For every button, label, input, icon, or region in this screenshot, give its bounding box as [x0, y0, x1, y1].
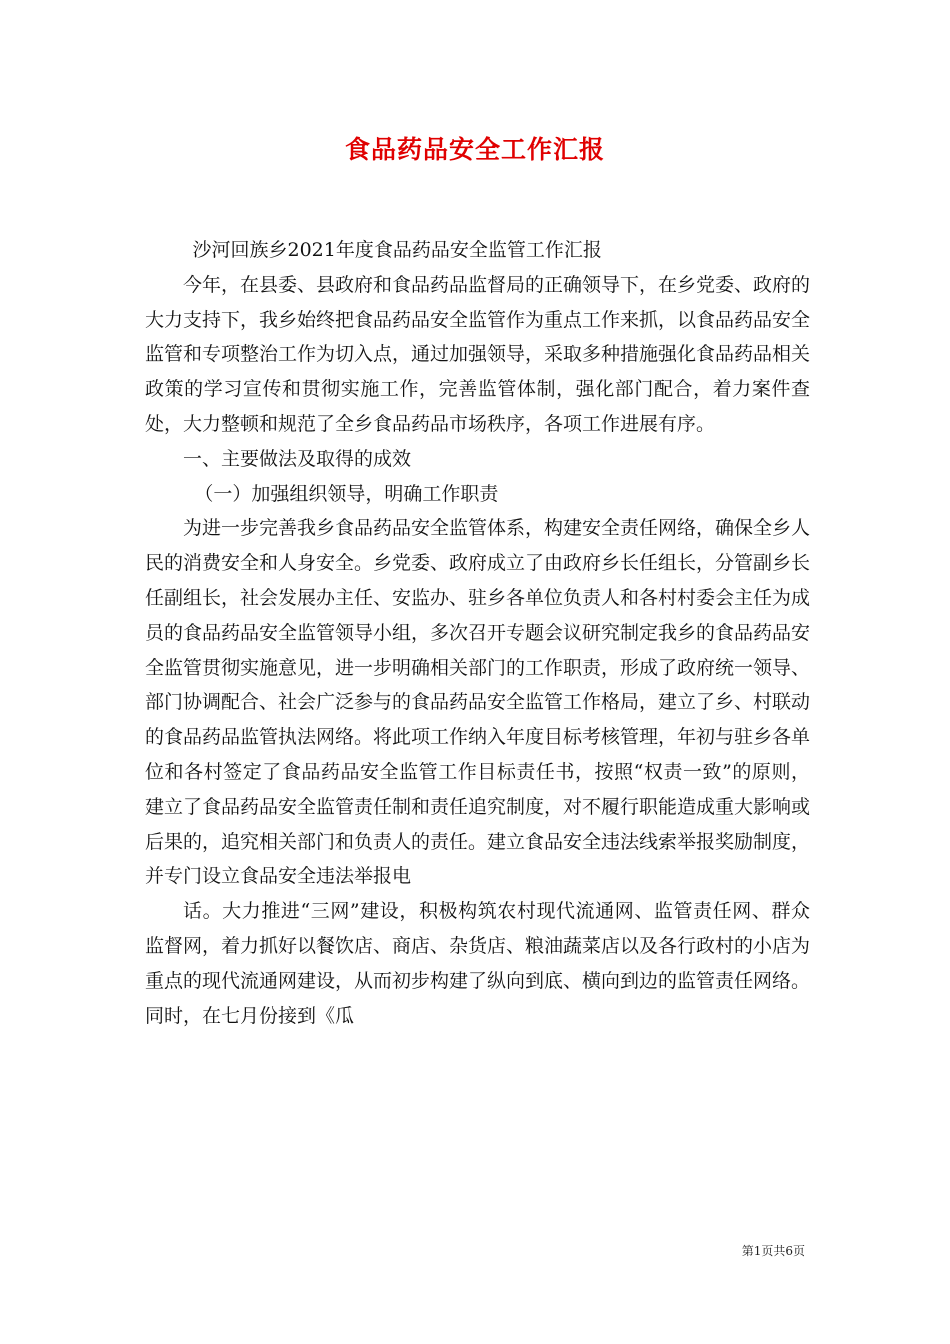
intro-paragraph: 今年，在县委、县政府和食品药品监督局的正确领导下，在乡党委、政府的大力支持下，我乡始终把食品药品安全监管作为重点工作来抓，以食品药品安全监管和专项整治工作为切入点，通过加强领导，采取多种措施强化食品药品相关政策的学习宣传和贯彻实施工作，完善监管体制，强化部门配合，着力案件查处，大力整顿和规范了全乡食品药品市场秩序，各项工作进展有序。	[145, 273, 811, 435]
report-subtitle-paragraph: 沙河回族乡2021年度食品药品安全监管工作汇报	[192, 239, 602, 261]
page-number-footer: 第1页共6页	[741, 1244, 805, 1258]
document-body	[145, 233, 810, 1033]
document-title: 食品药品安全工作汇报	[344, 135, 605, 164]
body-paragraph: 话。大力推进“三网”建设，积极构筑农村现代流通网、监管责任网、群众监督网，着力抓好以餐饮店、商店、杂货店、粮油蔬菜店以及各行政村的小店为重点的现代流通网建设，从而初步构建了纵向到底、横向到边的监管责任网络。同时，在七月份接到《瓜	[145, 900, 811, 1027]
body-paragraph: 为进一步完善我乡食品药品安全监管体系，构建安全责任网络，确保全乡人民的消费安全和人身安全。乡党委、政府成立了由政府乡长任组长，分管副乡长任副组长，社会发展办主任、安监办、驻乡各单位负责人和各村村委会主任为成员的食品药品安全监管领导小组，多次召开专题会议研究制定我乡的食品药品安全监管贯彻实施意见，进一步明确相关部门的工作职责，形成了政府统一领导、部门协调配合、社会广泛参与的食品药品安全监管工作格局，建立了乡、村联动的食品药品监管执法网络。将此项工作纳入年度目标考核管理，年初与驻乡各单位和各村签定了食品药品安全监管工作目标责任书，按照“权责一致”的原则，建立了食品药品安全监管责任制和责任追究制度，对不履行职能造成重大影响或后果的，追究相关部门和负责人的责任。建立食品安全违法线索举报奖励制度，并专门设立食品安全违法举报电	[145, 517, 811, 888]
section-heading: 一、主要做法及取得的成效	[183, 447, 412, 470]
subsection-heading: （一）加强组织领导，明确工作职责	[194, 482, 499, 505]
